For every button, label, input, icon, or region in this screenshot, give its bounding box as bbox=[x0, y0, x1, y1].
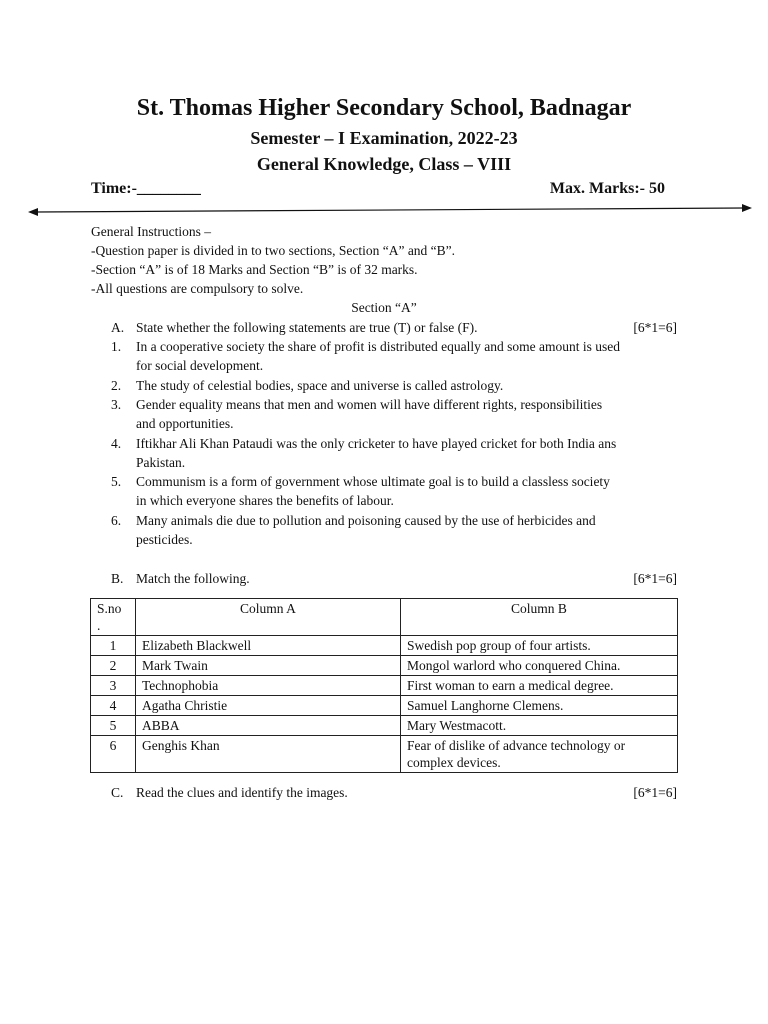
question-marks: [6*1=6] bbox=[633, 785, 677, 800]
row-column-a: Genghis Khan bbox=[136, 736, 401, 773]
header-sno bbox=[91, 599, 136, 636]
question-marks: [6*1=6] bbox=[633, 571, 677, 586]
item-number: 5. bbox=[111, 474, 122, 489]
row-sno: 6 bbox=[91, 736, 136, 773]
row-sno: 1 bbox=[91, 636, 136, 656]
table-row bbox=[91, 736, 678, 773]
item-number: 3. bbox=[111, 397, 122, 412]
table-row bbox=[91, 676, 678, 696]
max-marks: Max. Marks:- 50 bbox=[549, 180, 665, 197]
item-line: Iftikhar Ali Khan Pataudi was the only cricketer to have played cricket for both India ans bbox=[136, 436, 617, 451]
item-number: 6. bbox=[111, 513, 122, 528]
time-label: Time:-________ bbox=[91, 180, 201, 197]
row-column-a: Mark Twain bbox=[136, 656, 401, 676]
item-text bbox=[136, 434, 681, 472]
row-column-b bbox=[401, 736, 678, 773]
row-column-a: Agatha Christie bbox=[136, 696, 401, 716]
row-sno: 2 bbox=[91, 656, 136, 676]
table-header-row bbox=[91, 599, 678, 636]
item-line: Gender equality means that men and women will have different rights, responsibilities bbox=[136, 397, 603, 412]
header-column-a: Column A bbox=[136, 599, 401, 636]
question-text: Read the clues and identify the images. bbox=[136, 785, 348, 800]
table-row bbox=[91, 696, 678, 716]
question-marks: [6*1=6] bbox=[633, 320, 677, 335]
instruction-line: -Question paper is divided in to two sections, Section “A” and “B”. bbox=[91, 243, 456, 258]
exam-title: Semester – I Examination, 2022-23 bbox=[250, 128, 518, 148]
row-column-b: Mary Westmacott. bbox=[401, 716, 678, 736]
row-column-a: ABBA bbox=[136, 716, 401, 736]
item-line: and opportunities. bbox=[136, 416, 234, 431]
row-column-b: Mongol warlord who conquered China. bbox=[401, 656, 678, 676]
instruction-line: -Section “A” is of 18 Marks and Section “B” is of 32 marks. bbox=[91, 262, 418, 277]
item-text bbox=[136, 511, 681, 549]
item-line: for social development. bbox=[136, 358, 264, 373]
item-line: in which everyone shares the benefits of labour. bbox=[136, 493, 394, 508]
item-number: 2. bbox=[111, 378, 122, 393]
item-line: In a cooperative society the share of profit is distributed equally and some amount is used bbox=[136, 339, 620, 354]
question-label: B. bbox=[111, 571, 124, 586]
subject-title: General Knowledge, Class – VIII bbox=[256, 154, 512, 174]
row-sno: 4 bbox=[91, 696, 136, 716]
question-text: Match the following. bbox=[136, 571, 250, 586]
item-text bbox=[136, 472, 681, 510]
row-column-b: Swedish pop group of four artists. bbox=[401, 636, 678, 656]
row-sno: 5 bbox=[91, 716, 136, 736]
school-name: St. Thomas Higher Secondary School, Badnagar bbox=[136, 95, 632, 121]
table-row bbox=[91, 716, 678, 736]
table-row bbox=[91, 656, 678, 676]
row-sno: 3 bbox=[91, 676, 136, 696]
table-row bbox=[91, 636, 678, 656]
instructions-heading: General Instructions – bbox=[91, 224, 211, 239]
row-column-b-line: complex devices. bbox=[407, 755, 501, 770]
question-text: State whether the following statements are true (T) or false (F). bbox=[136, 320, 478, 335]
item-number: 1. bbox=[111, 339, 122, 354]
match-table bbox=[90, 598, 678, 773]
header-sno-text: S.no bbox=[97, 601, 122, 616]
row-column-a: Elizabeth Blackwell bbox=[136, 636, 401, 656]
item-line: Pakistan. bbox=[136, 455, 186, 470]
question-label: A. bbox=[111, 320, 125, 335]
item-line: Communism is a form of government whose ultimate goal is to build a classless society bbox=[136, 474, 610, 489]
double-arrow-divider bbox=[28, 203, 752, 217]
section-a-title: Section “A” bbox=[351, 300, 417, 315]
row-column-b: First woman to earn a medical degree. bbox=[401, 676, 678, 696]
question-label: C. bbox=[111, 785, 124, 800]
instruction-line: -All questions are compulsory to solve. bbox=[91, 281, 304, 296]
header-sno-dot: . bbox=[97, 618, 101, 633]
item-text bbox=[136, 395, 681, 433]
item-text: The study of celestial bodies, space and universe is called astrology. bbox=[136, 378, 504, 393]
item-number: 4. bbox=[111, 436, 122, 451]
item-line: Many animals die due to pollution and poisoning caused by the use of herbicides and bbox=[136, 513, 596, 528]
item-line: pesticides. bbox=[136, 532, 193, 547]
header-column-b: Column B bbox=[401, 599, 678, 636]
row-column-b: Samuel Langhorne Clemens. bbox=[401, 696, 678, 716]
row-column-b-line: Fear of dislike of advance technology or bbox=[407, 738, 626, 753]
item-text bbox=[136, 337, 681, 375]
row-column-a: Technophobia bbox=[136, 676, 401, 696]
